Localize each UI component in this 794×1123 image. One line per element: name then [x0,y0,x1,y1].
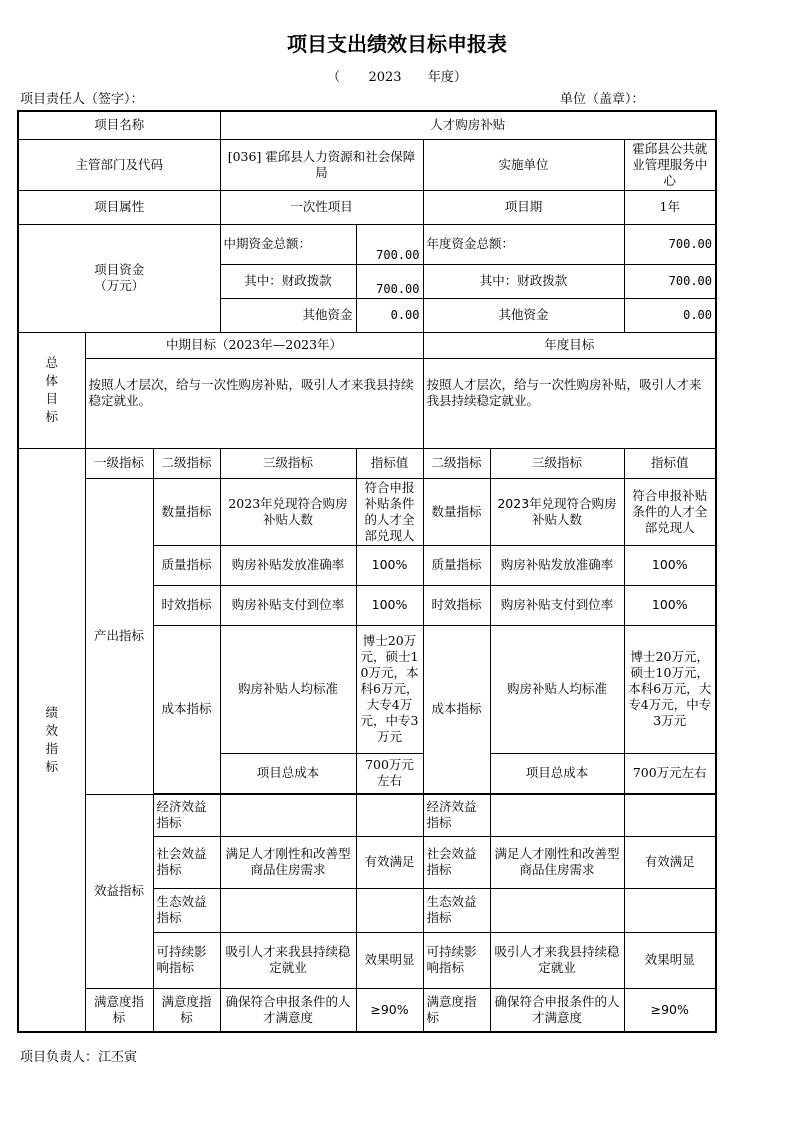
quality-annual-name: 购房补贴发放准确率 [490,545,624,585]
economic-mid-name [220,794,356,836]
economic-mid-value [356,794,423,836]
total-cost-annual-value: 700万元左右 [624,753,716,793]
sustainable-annual-value: 效果明显 [624,932,716,988]
fiscal-year-line [0,66,794,85]
benefit-indicators-label: 效益指标 [85,794,153,988]
annual-total-value: 700.00 [624,224,716,264]
sustainable-annual-name: 吸引人才来我县持续稳定就业 [490,932,624,988]
timeliness-annual-value: 100% [624,585,716,625]
unit-seal-label: 单位（盖章）： [560,92,645,107]
sustainable-mid-value: 效果明显 [356,932,423,988]
col-level3-header: 三级指标 [220,448,356,478]
timeliness-mid-name: 购房补贴支付到位率 [220,585,356,625]
project-owner-label: 项目负责人：江丕寅 [20,1050,138,1065]
social-indicator-label: 社会效益指标 [153,836,220,888]
mid-term-total-label: 中期资金总额： [220,224,356,264]
performance-target-table [17,110,717,1033]
annual-fiscal-value: 700.00 [624,264,716,298]
quantity-mid-value: 符合申报补贴条件的人才全部兑现人 [356,478,423,545]
mid-term-other-value: 0.00 [356,298,423,332]
satisfaction-mid-name: 确保符合申报条件的人才满意度 [220,988,356,1032]
mid-term-other-label: 其他资金 [220,298,356,332]
ecological-indicator-label: 生态效益指标 [153,888,220,932]
social-annual-name: 满足人才刚性和改善型商品住房需求 [490,836,624,888]
total-cost-mid-name: 项目总成本 [220,753,356,793]
satisfaction-indicator-label: 满意度指标 [153,988,220,1032]
mid-term-total-value: 700.00 [356,224,423,264]
annual-col-value-header: 指标值 [624,448,716,478]
fiscal-year: 2023 [368,70,402,85]
quantity-indicator-label: 数量指标 [153,478,220,545]
col-value-header: 指标值 [356,448,423,478]
project-attribute-value: 一次性项目 [220,190,423,224]
department-value: [036] 霍邱县人力资源和社会保障局 [220,139,423,190]
annual-other-label: 其他资金 [423,298,624,332]
output-indicators-label: 产出指标 [85,478,153,794]
project-name-label: 项目名称 [18,111,220,139]
ecological-annual-value [624,888,716,932]
economic-annual-name [490,794,624,836]
project-period-label: 项目期 [423,190,624,224]
implementing-unit-value: 霍邱县公共就业管理服务中心 [624,139,716,190]
mid-term-goal-label: 中期目标（2023年—2023年） [85,332,423,358]
overall-goal-label: 总体目标 [18,332,85,448]
social-annual-value: 有效满足 [624,836,716,888]
annual-other-value: 0.00 [624,298,716,332]
mid-term-goal-text: 按照人才层次，给与一次性购房补贴，吸引人才来我县持续稳定就业。 [85,358,423,448]
project-period-value: 1年 [624,190,716,224]
cost-annual-value: 博士20万元，硕士10万元，本科6万元，大专4万元，中专3万元 [624,625,716,753]
quantity-annual-value: 符合申报补贴条件的人才全部兑现人 [624,478,716,545]
responsible-signature-label: 项目责任人（签字）： [20,92,144,107]
satisfaction-annual-name: 确保符合申报条件的人才满意度 [490,988,624,1032]
economic-indicator-label: 经济效益指标 [153,794,220,836]
annual-goal-text: 按照人才层次，给与一次性购房补贴，吸引人才来我县持续稳定就业。 [423,358,716,448]
satisfaction-annual-value: ≥90% [624,988,716,1032]
total-cost-mid-value: 700万元左右 [356,753,423,793]
sustainable-indicator-label: 可持续影响指标 [153,932,220,988]
timeliness-annual-name: 购房补贴支付到位率 [490,585,624,625]
timeliness-annual-label: 时效指标 [423,585,490,625]
project-name-value: 人才购房补贴 [220,111,716,139]
cost-indicator-label: 成本指标 [153,625,220,793]
annual-goal-label: 年度目标 [423,332,716,358]
mid-term-fiscal-value: 700.00 [356,264,423,298]
cost-annual-label: 成本指标 [423,625,490,793]
quality-mid-value: 100% [356,545,423,585]
quantity-annual-name: 2023年兑现符合购房补贴人数 [490,478,624,545]
cost-annual-name: 购房补贴人均标准 [490,625,624,753]
total-cost-annual-name: 项目总成本 [490,753,624,793]
annual-col-level3-header: 三级指标 [490,448,624,478]
sustainable-mid-name: 吸引人才来我县持续稳定就业 [220,932,356,988]
quantity-mid-name: 2023年兑现符合购房补贴人数 [220,478,356,545]
social-mid-name: 满足人才刚性和改善型商品住房需求 [220,836,356,888]
social-annual-label: 社会效益指标 [423,836,490,888]
implementing-unit-label: 实施单位 [423,139,624,190]
satisfaction-annual-label: 满意度指标 [423,988,490,1032]
ecological-mid-value [356,888,423,932]
quality-indicator-label: 质量指标 [153,545,220,585]
col-level1-header: 一级指标 [85,448,153,478]
satisfaction-level1-label: 满意度指标 [85,988,153,1032]
ecological-annual-label: 生态效益指标 [423,888,490,932]
year-open-paren: （ [327,70,341,85]
sustainable-annual-label: 可持续影响指标 [423,932,490,988]
quality-mid-name: 购房补贴发放准确率 [220,545,356,585]
annual-total-label: 年度资金总额： [423,224,624,264]
ecological-annual-name [490,888,624,932]
ecological-mid-name [220,888,356,932]
col-level2-header: 二级指标 [153,448,220,478]
cost-mid-value: 博士20万元，硕士10万元，本科6万元，大专4万元，中专3万元 [356,625,423,753]
economic-annual-label: 经济效益指标 [423,794,490,836]
quantity-annual-label: 数量指标 [423,478,490,545]
project-attribute-label: 项目属性 [18,190,220,224]
annual-fiscal-label: 其中：财政拨款 [423,264,624,298]
quality-annual-value: 100% [624,545,716,585]
performance-indicators-label: 绩效指标 [18,448,85,1032]
timeliness-mid-value: 100% [356,585,423,625]
cost-mid-name: 购房补贴人均标准 [220,625,356,753]
fiscal-year-suffix: 年度） [427,70,467,85]
social-mid-value: 有效满足 [356,836,423,888]
project-funds-label: 项目资金 （万元） [18,224,220,332]
annual-col-level2-header: 二级指标 [423,448,490,478]
form-title: 项目支出绩效目标申报表 [287,32,507,56]
economic-annual-value [624,794,716,836]
quality-annual-label: 质量指标 [423,545,490,585]
department-label: 主管部门及代码 [18,139,220,190]
timeliness-indicator-label: 时效指标 [153,585,220,625]
mid-term-fiscal-label: 其中：财政拨款 [220,264,356,298]
satisfaction-mid-value: ≥90% [356,988,423,1032]
